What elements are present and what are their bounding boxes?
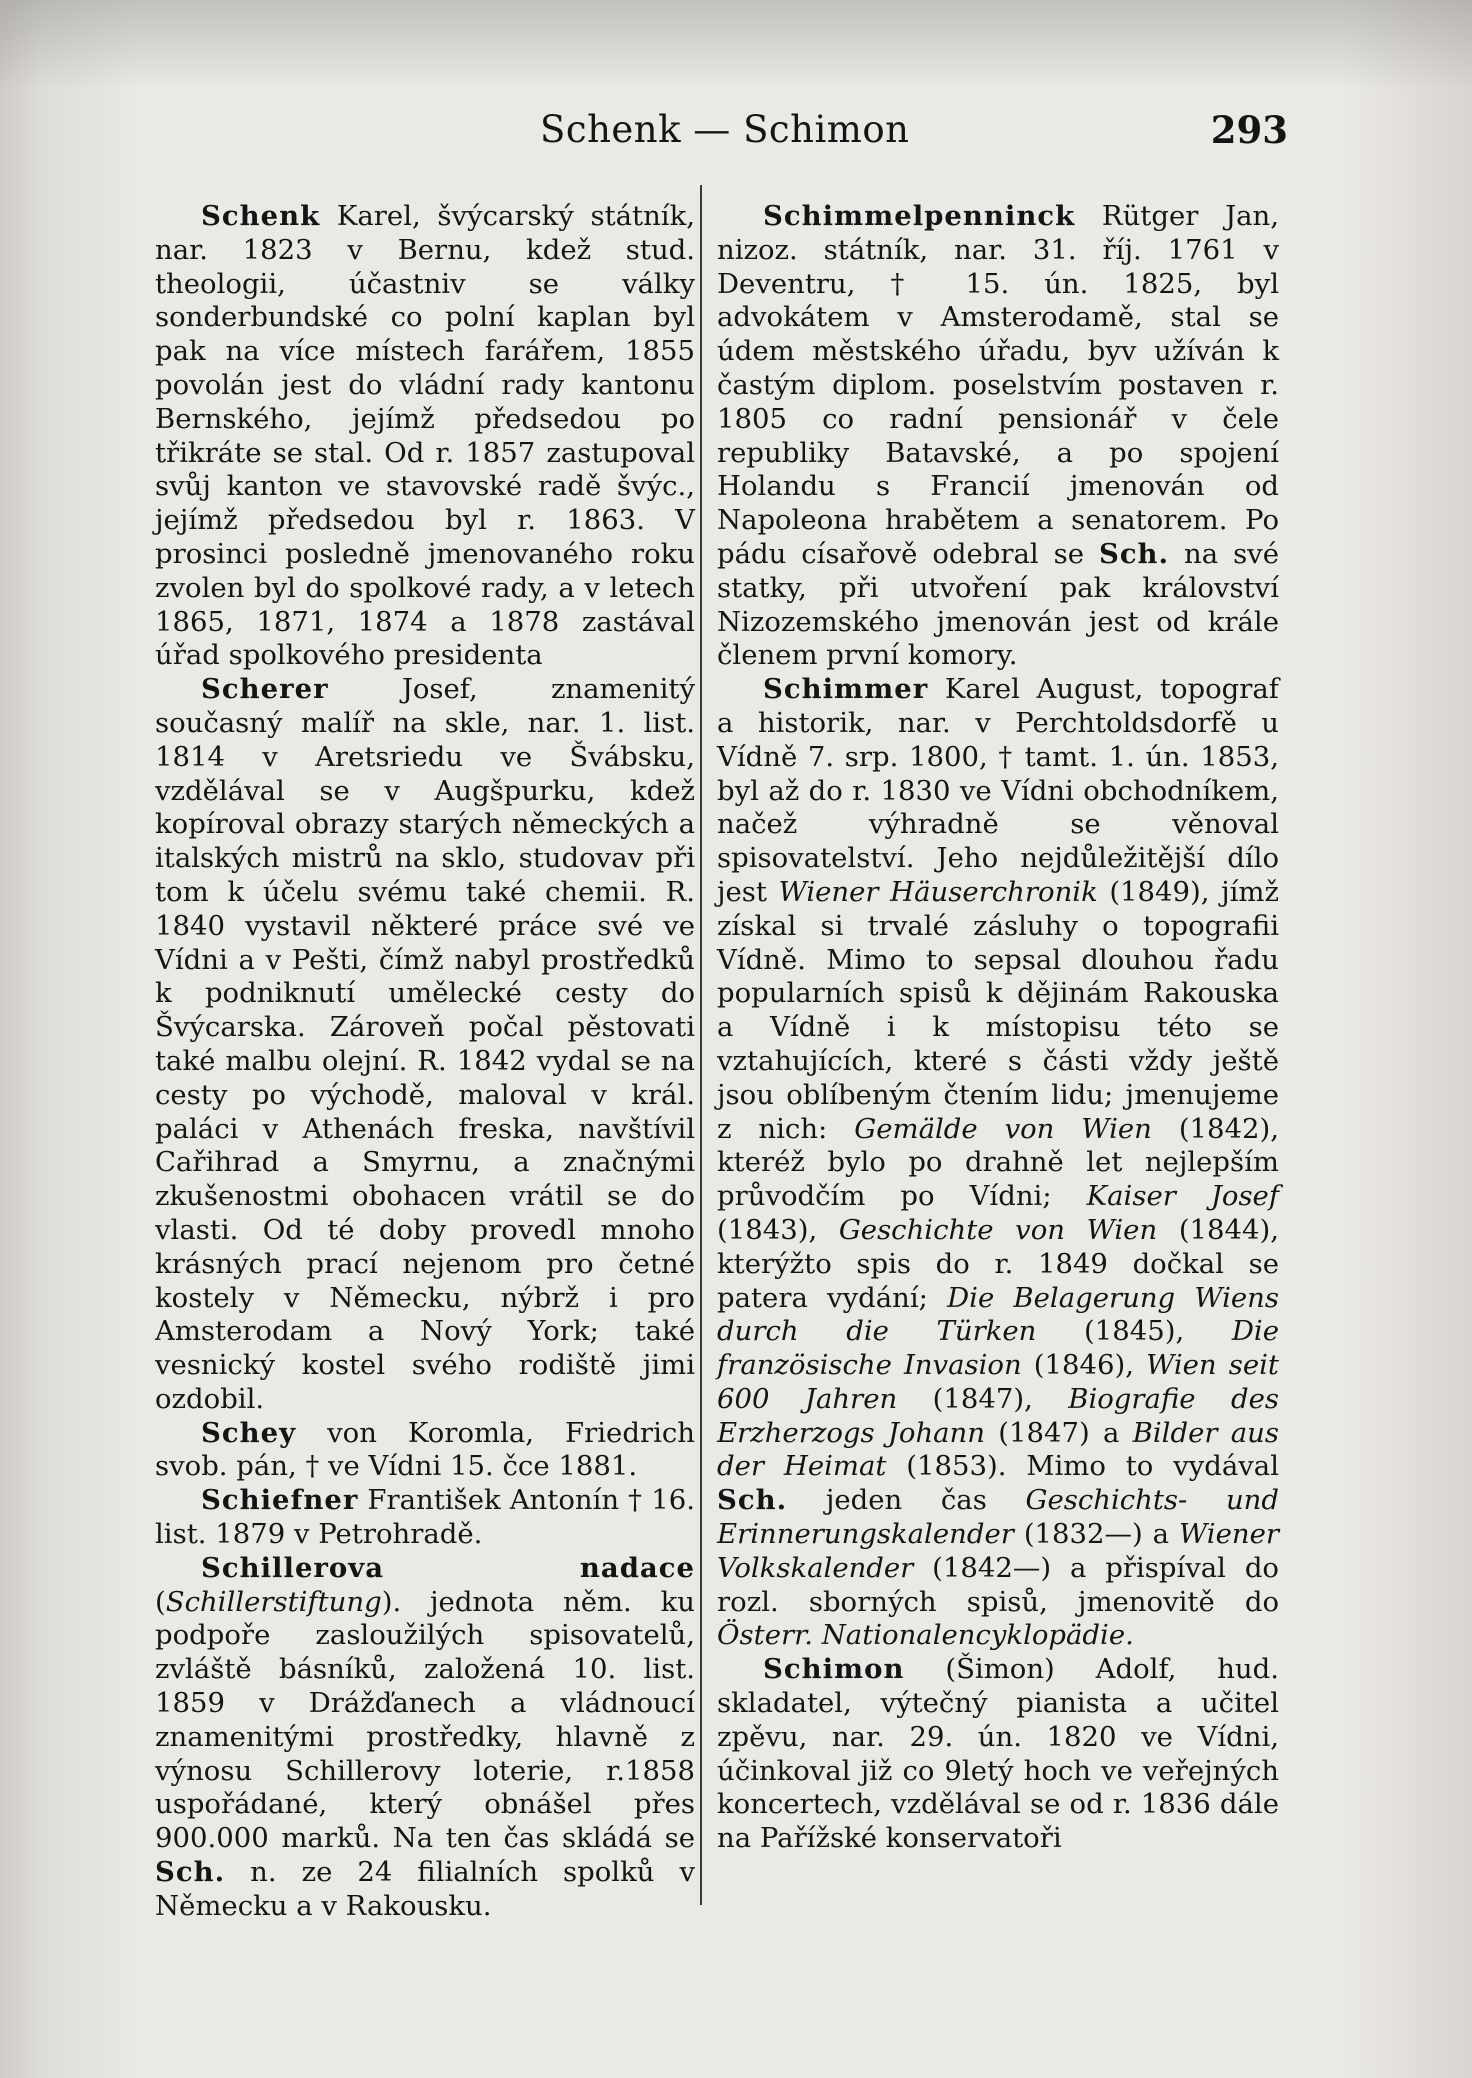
entry-schimon: [717, 1653, 1279, 1856]
headword: Schenk: [201, 200, 321, 232]
headword: Schillerova nadace: [201, 1551, 695, 1584]
entry-text: n. ze 24 filialních spolků v Německu a v Rakousku.: [155, 1856, 695, 1922]
page-header: [0, 108, 1472, 168]
headword: Schiefner: [201, 1484, 359, 1517]
entry-text: František Antonín † 16. list. 1879 v Petrohradě.: [155, 1484, 695, 1551]
work-title: Österr. Nationalencyklopädie.: [717, 1619, 1134, 1652]
entry-scherer: [155, 673, 695, 1417]
entry-schillerova-nadace: [155, 1552, 695, 1924]
page-number: 293: [1210, 108, 1288, 152]
column-divider: [700, 185, 702, 1905]
entry-text: (1844), kterýžto spis do r. 1849 dočkal se patera vydání;: [717, 1213, 1279, 1314]
abbreviation: Sch.: [1098, 537, 1170, 570]
running-head: Schenk — Schimon: [540, 108, 910, 151]
work-title: Wiener Häuserchronik: [778, 875, 1098, 908]
entry-text: na své statky, při utvoření pak království Nizozemského jmenován jest od krále členem první komory.: [717, 537, 1279, 672]
entry-text: (1846),: [1033, 1349, 1134, 1382]
right-column: [717, 200, 1279, 1856]
entry-text: (: [155, 1585, 166, 1618]
scan-shadow: [0, 0, 1472, 90]
headword: Scherer: [201, 673, 329, 706]
work-title: Biografie des Erzherzogs Johann: [717, 1382, 1279, 1449]
entry-text: (1847) a: [998, 1416, 1120, 1449]
entry-italic: Schillerstiftung: [165, 1585, 382, 1618]
work-title: Die französische Invasion: [717, 1315, 1279, 1382]
entry-text: Josef, znamenitý současný malíř na skle, nar. 1. list. 1814 v Aretsriedu ve Švábsku, vzdělával se v Augšpurku, kdež kopíroval obrazy starých německých a italských mistrů na sklo, studovav při tom k účelu svému také chemii. R. 1840 vystavil některé práce své ve Vídni a v Pešti, čímž nabyl prostředků k podniknutí umělecké cesty do Švýcarska. Zároveň počal pěstovati také malbu olejní. R. 1842 vydal se na cesty po východě, maloval v král. paláci v Athenách freska, navštívil Cařihrad a Smyrnu, a značnými zkušenostmi obohacen vrátil se do vlasti. Od té doby provedl mnoho krásných prací nejenom pro četné kostely v Německu, nýbrž i pro Amsterodam a Nový York; také vesnický kostel svého rodiště jimi ozdobil.: [155, 673, 695, 1415]
entry-schey: [155, 1417, 695, 1485]
entry-text: von Koromla, Friedrich svob. pán, † ve Vídni 15. čce 1881.: [155, 1416, 695, 1483]
entry-text: (1853). Mimo to vydával: [906, 1450, 1279, 1483]
entry-text: (1832—) a: [1023, 1518, 1170, 1551]
entry-text: Karel August, topograf a historik, nar. v Perchtoldsdorfě u Vídně 7. srp. 1800, † tamt. 1. ún. 1853, byl až do r. 1830 ve Vídni obchodníkem, načež výhradně se věnoval spisovatelství. Jeho nejdůležitější dílo jest: [717, 673, 1279, 908]
entry-text: (1842), kteréž bylo po drahně let nejlepším průvodčím po Vídni;: [717, 1112, 1279, 1213]
entry-text: (1849), jímž získal si trvalé zásluhy o topografii Vídně. Mimo to sepsal dlouhou řadu popularních spisů k dějinám Rakouska a Vídně i k místopisu této se vztahujících, které s části vždy ještě jsou oblíbeným čtením lidu; jmenujeme z nich:: [717, 875, 1279, 1145]
abbreviation: Sch.: [155, 1856, 226, 1889]
entry-schimmer: [717, 673, 1279, 1653]
work-title: Kaiser Josef: [1086, 1180, 1280, 1213]
entry-schiefner: [155, 1484, 695, 1552]
entry-text: ). jednota něm. ku podpoře zasloužilých spisovatelů, zvláště básníků, založená 10. list. 1859 v Drážďanech a vládnoucí znamenitými prostředky, hlavně z výnosu Schillerovy loterie, r.1858 uspořádané, který obnášel přes 900.000 marků. Na ten čas skládá se: [155, 1585, 695, 1855]
headword: Schimon: [763, 1653, 905, 1686]
work-title: Die Belagerung Wiens durch die Türken: [717, 1281, 1280, 1348]
work-title: Gemälde von Wien: [854, 1112, 1152, 1145]
left-column: [155, 200, 695, 1924]
entry-text: (1847),: [932, 1382, 1033, 1415]
work-title: Wiener Volkskalender: [717, 1518, 1279, 1584]
entry-text: jeden čas: [825, 1484, 987, 1517]
headword: Schey: [201, 1416, 297, 1449]
entry-text: (Šimon) Adolf, hud. skladatel, výtečný pianista a učitel zpěvu, nar. 29. ún. 1820 ve Vídni, účinkoval již co 9letý hoch ve veřejných koncertech, vzdělával se od r. 1836 dále na Pařížské konservatoři: [717, 1653, 1279, 1855]
entry-text: (1845),: [1084, 1315, 1185, 1348]
abbreviation: Sch.: [717, 1484, 788, 1517]
entry-schenk: [155, 200, 695, 673]
headword: Schimmelpenninck: [763, 200, 1076, 232]
entry-text: Rütger Jan, nizoz. státník, nar. 31. říj. 1761 v Deventru, † 15. ún. 1825, byl advokátem v Amsterodamě, stal se údem městského úřadu, byv užíván k častým diplom. poselstvím postaven r. 1805 co radní pensionář v čele republiky Batavské, a po spojení Holandu s Francií jmenován od Napoleona hrabětem a senatorem. Po pádu císařově odebral se: [717, 200, 1279, 570]
entry-schimmelpenninck: [717, 200, 1279, 673]
work-title: Geschichte von Wien: [838, 1213, 1158, 1246]
work-title: Bilder aus der Heimat: [717, 1416, 1279, 1483]
work-title: Wien seit 600 Jahren: [717, 1349, 1279, 1415]
entry-text: (1843),: [717, 1213, 818, 1246]
headword: Schimmer: [763, 673, 929, 706]
work-title: Geschichts- und Erinnerungskalender: [717, 1484, 1280, 1551]
entry-text: (1842—) a přispíval do rozl. sborných spisů, jmenovitě do: [717, 1551, 1279, 1618]
entry-text: Karel, švýcarský státník, nar. 1823 v Bernu, kdež stud. theologii, účastniv se války sonderbundské co polní kaplan byl pak na více místech farářem, 1855 povolán jest do vládní rady kantonu Bernského, jejímž předsedou po třikráte se stal. Od r. 1857 zastupoval svůj kanton ve stavovské radě švýc., jejímž předsedou byl r. 1863. V prosinci posledně jmenovaného roku zvolen byl do spolkové rady, a v letech 1865, 1871, 1874 a 1878 zastával úřad spolkového presidenta: [155, 200, 696, 672]
